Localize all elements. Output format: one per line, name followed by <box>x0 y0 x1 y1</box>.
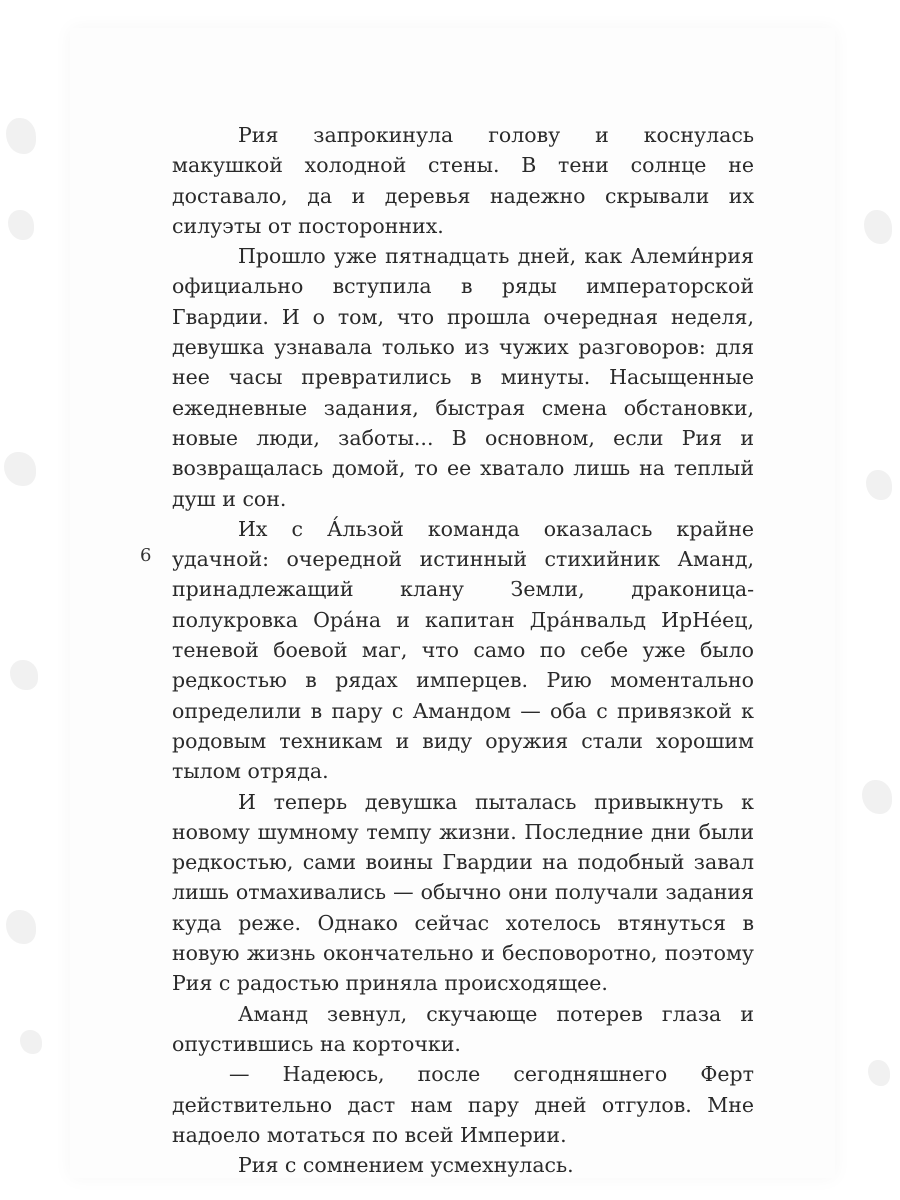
decorative-blob <box>20 1030 42 1054</box>
paragraph: Прошло уже пятнадцать дней, как Алеми́нрия официально вступила в ряды императорской Гвардии. И о том, что прошла очередная неделя, девушка узнавала только из чужих разговоров: для нее часы превратились в минуты. Насыщенные ежедневные задания, быстрая смена обстановки, новые люди, заботы... В основном, если Рия и возвращалась домой, то ее хватало лишь на теплый душ и сон. <box>172 244 754 511</box>
paragraph: Аманд зевнул, скучающе потерев глаза и опустившись на корточки. <box>172 1001 754 1056</box>
decorative-blob <box>864 210 892 244</box>
paragraph: Рия запрокинула голову и коснулась макушкой холодной стены. В тени солнце не доставало, да и деревья надежно скрывали их силуэты от посторонних. <box>172 123 754 238</box>
paragraph: И теперь девушка пыталась привыкнуть к новому шумному темпу жизни. Последние дни были редкостью, сами воины Гвардии на подобный завал лишь отмахивались — обычно они получали задания куда реже. Однако сейчас хотелось втянуться в новую жизнь окончательно и бесповоротно, поэтому Рия с радостью приняла происходящее. <box>172 789 754 996</box>
decorative-blob <box>862 780 892 814</box>
paragraph: Рия с сомнением усмехнулась. <box>238 1153 574 1178</box>
decorative-blob <box>6 910 36 944</box>
decorative-blob <box>6 118 36 154</box>
decorative-blob <box>8 210 34 240</box>
decorative-blob <box>10 660 38 690</box>
body-text <box>172 120 754 1180</box>
dialogue-paragraph: — Надеюсь, после сегодняшнего Ферт действительно даст нам пару дней отгулов. Мне надоело мотаться по всей Империи. <box>172 1062 754 1147</box>
decorative-blob <box>866 470 892 500</box>
decorative-blob <box>868 1060 890 1086</box>
page-number: 6 <box>140 545 152 566</box>
paragraph: Их с А́льзой команда оказалась крайне удачной: очередной истинный стихийник Аманд, принадлежащий клану Земли, драконица-полукровка Ора́на и капитан Дра́нвальд ИрНе́ец, теневой боевой маг, что само по себе уже было редкостью в рядах имперцев. Рию моментально определили в пару с Амандом — оба с привязкой к родовым техникам и виду оружия стали хорошим тылом отряда. <box>172 516 754 784</box>
decorative-blob <box>4 452 36 486</box>
